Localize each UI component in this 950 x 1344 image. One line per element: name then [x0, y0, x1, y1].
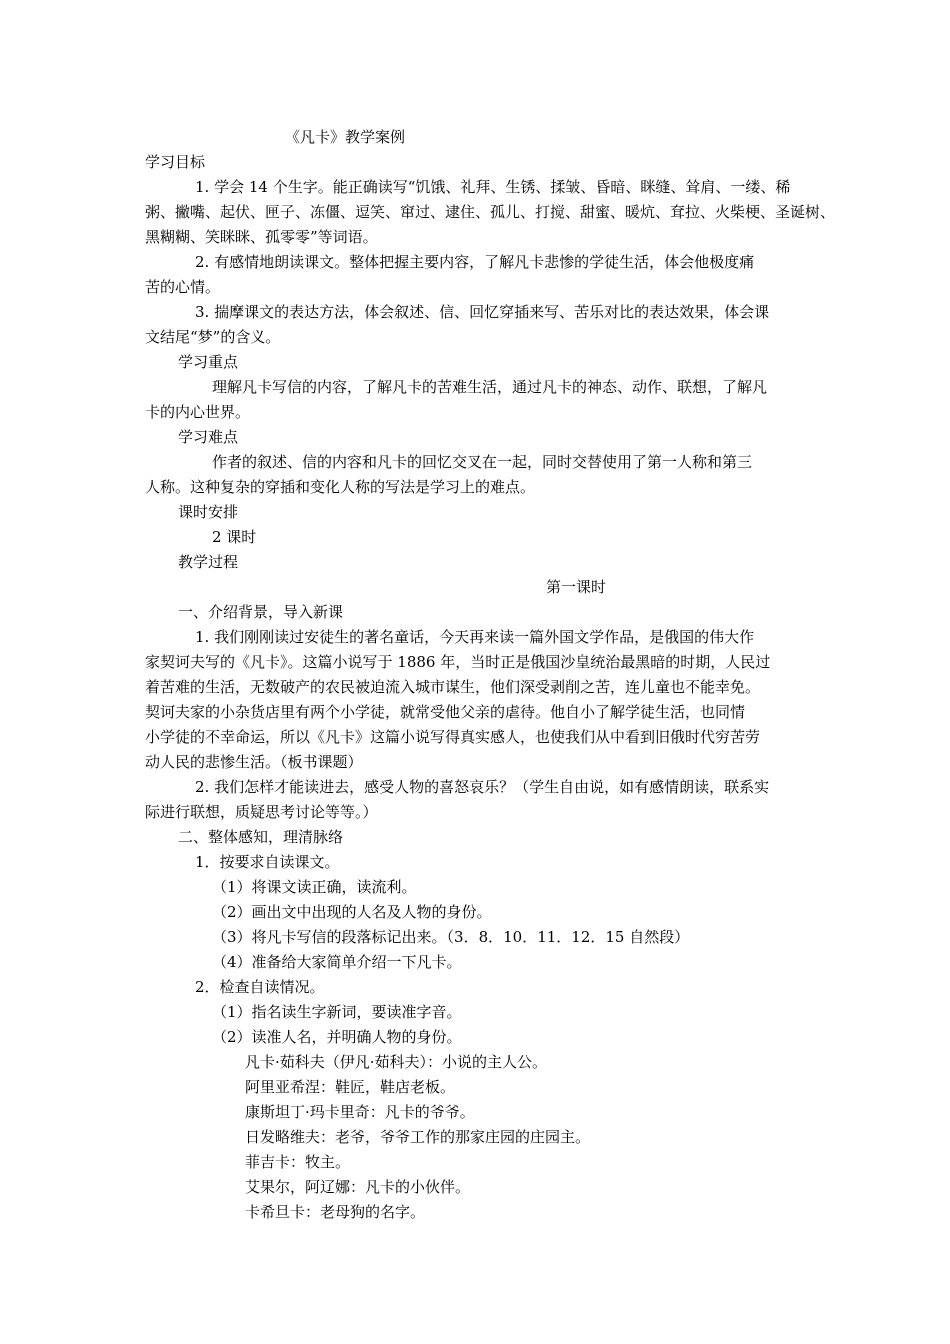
difficulty-line: 作者的叙述、信的内容和凡卡的回忆交叉在一起，同时交替使用了第一人称和第三 — [212, 453, 753, 471]
document-title: 《凡卡》教学案例 — [285, 128, 406, 146]
section-2-item-1-sub: （4）准备给大家简单介绍一下凡卡。 — [212, 953, 462, 971]
character-entry: 卡希旦卡：老母狗的名字。 — [245, 1203, 426, 1221]
character-entry: 日发略维夫：老爷，爷爷工作的那家庄园的庄园主。 — [245, 1128, 591, 1146]
goal-1-line: 1. 学会 14 个生字。能正确读写“饥饿、礼拜、生锈、揉皱、昏暗、眯缝、耸肩、一缕、稀 — [195, 178, 791, 196]
goal-1-line: 粥、撇嘴、起伏、匣子、冻僵、逗笑、窜过、逮住、孤儿、打搅、甜蜜、暖炕、耷拉、火柴梗、圣诞树、 — [145, 203, 836, 221]
section-1-paragraph-line: 1. 我们刚刚读过安徒生的著名童话，今天再来读一篇外国文学作品，是俄国的伟大作 — [195, 628, 755, 646]
schedule-text: 2 课时 — [212, 528, 257, 546]
section-2-item-2-sub: （2）读准人名，并明确人物的身份。 — [212, 1028, 462, 1046]
section-2-item-1: 1．按要求自读课文。 — [195, 853, 340, 871]
goal-3-line: 3. 揣摩课文的表达方法，体会叙述、信、回忆穿插来写、苦乐对比的表达效果，体会课 — [195, 303, 770, 321]
character-entry: 阿里亚希涅：鞋匠，鞋店老板。 — [245, 1078, 456, 1096]
section-1-paragraph-line: 家契诃夫写的《凡卡》。这篇小说写于 1886 年，当时正是俄国沙皇统治最黑暗的时期，人民过 — [145, 653, 771, 671]
section-2-heading: 二、整体感知，理清脉络 — [178, 828, 344, 846]
section-2-item-2-sub: （1）指名读生字新词，要读准字音。 — [212, 1003, 462, 1021]
goals-heading: 学习目标 — [145, 153, 206, 171]
section-1-paragraph-2-line: 2. 我们怎样才能读进去，感受人物的喜怒哀乐？（学生自由说，如有感情朗读，联系实 — [195, 778, 770, 796]
character-entry: 艾果尔，阿辽娜：凡卡的小伙伴。 — [245, 1178, 471, 1196]
section-1-paragraph-line: 着苦难的生活，无数破产的农民被迫流入城市谋生，他们深受剥削之苦，连儿童也不能幸免。 — [145, 678, 761, 696]
schedule-heading: 课时安排 — [178, 503, 239, 521]
difficulty-heading: 学习难点 — [178, 428, 239, 446]
process-heading: 教学过程 — [178, 553, 239, 571]
goal-1-line: 黑糊糊、笑眯眯、孤零零”等词语。 — [145, 228, 378, 246]
section-1-paragraph-line: 契诃夫家的小杂货店里有两个小学徒，就常受他父亲的虐待。他自小了解学徒生活，也同情 — [145, 703, 746, 721]
key-points-line: 卡的内心世界。 — [145, 403, 251, 421]
section-1-paragraph-line: 小学徒的不幸命运，所以《凡卡》这篇小说写得真实感人，也使我们从中看到旧俄时代穷苦劳 — [145, 728, 761, 746]
lesson-1-heading: 第一课时 — [546, 578, 607, 596]
section-1-paragraph-2-line: 际进行联想，质疑思考讨论等等。） — [145, 803, 378, 821]
character-entry: 菲吉卡：牧主。 — [245, 1153, 351, 1171]
key-points-heading: 学习重点 — [178, 353, 239, 371]
section-1-heading: 一、介绍背景，导入新课 — [178, 603, 344, 621]
section-2-item-1-sub: （2）画出文中出现的人名及人物的身份。 — [212, 903, 492, 921]
character-entry: 康斯坦丁·玛卡里奇：凡卡的爷爷。 — [245, 1103, 475, 1121]
section-2-item-2: 2．检查自读情况。 — [195, 978, 325, 996]
goal-3-line: 文结尾“梦”的含义。 — [145, 328, 281, 346]
section-2-item-1-sub: （3）将凡卡写信的段落标记出来。（3．8．10．11．12．15 自然段） — [212, 928, 690, 946]
goal-2-line: 2. 有感情地朗读课文。整体把握主要内容，了解凡卡悲惨的学徒生活，体会他极度痛 — [195, 253, 755, 271]
section-1-paragraph-line: 动人民的悲惨生活。（板书课题） — [145, 753, 363, 771]
section-2-item-1-sub: （1）将课文读正确，读流利。 — [212, 878, 417, 896]
character-entry: 凡卡·茹科夫（伊凡·茹科夫）：小说的主人公。 — [245, 1053, 548, 1071]
goal-2-line: 苦的心情。 — [145, 278, 221, 296]
key-points-line: 理解凡卡写信的内容，了解凡卡的苦难生活，通过凡卡的神态、动作、联想，了解凡 — [212, 378, 768, 396]
difficulty-line: 人称。这种复杂的穿插和变化人称的写法是学习上的难点。 — [145, 478, 536, 496]
